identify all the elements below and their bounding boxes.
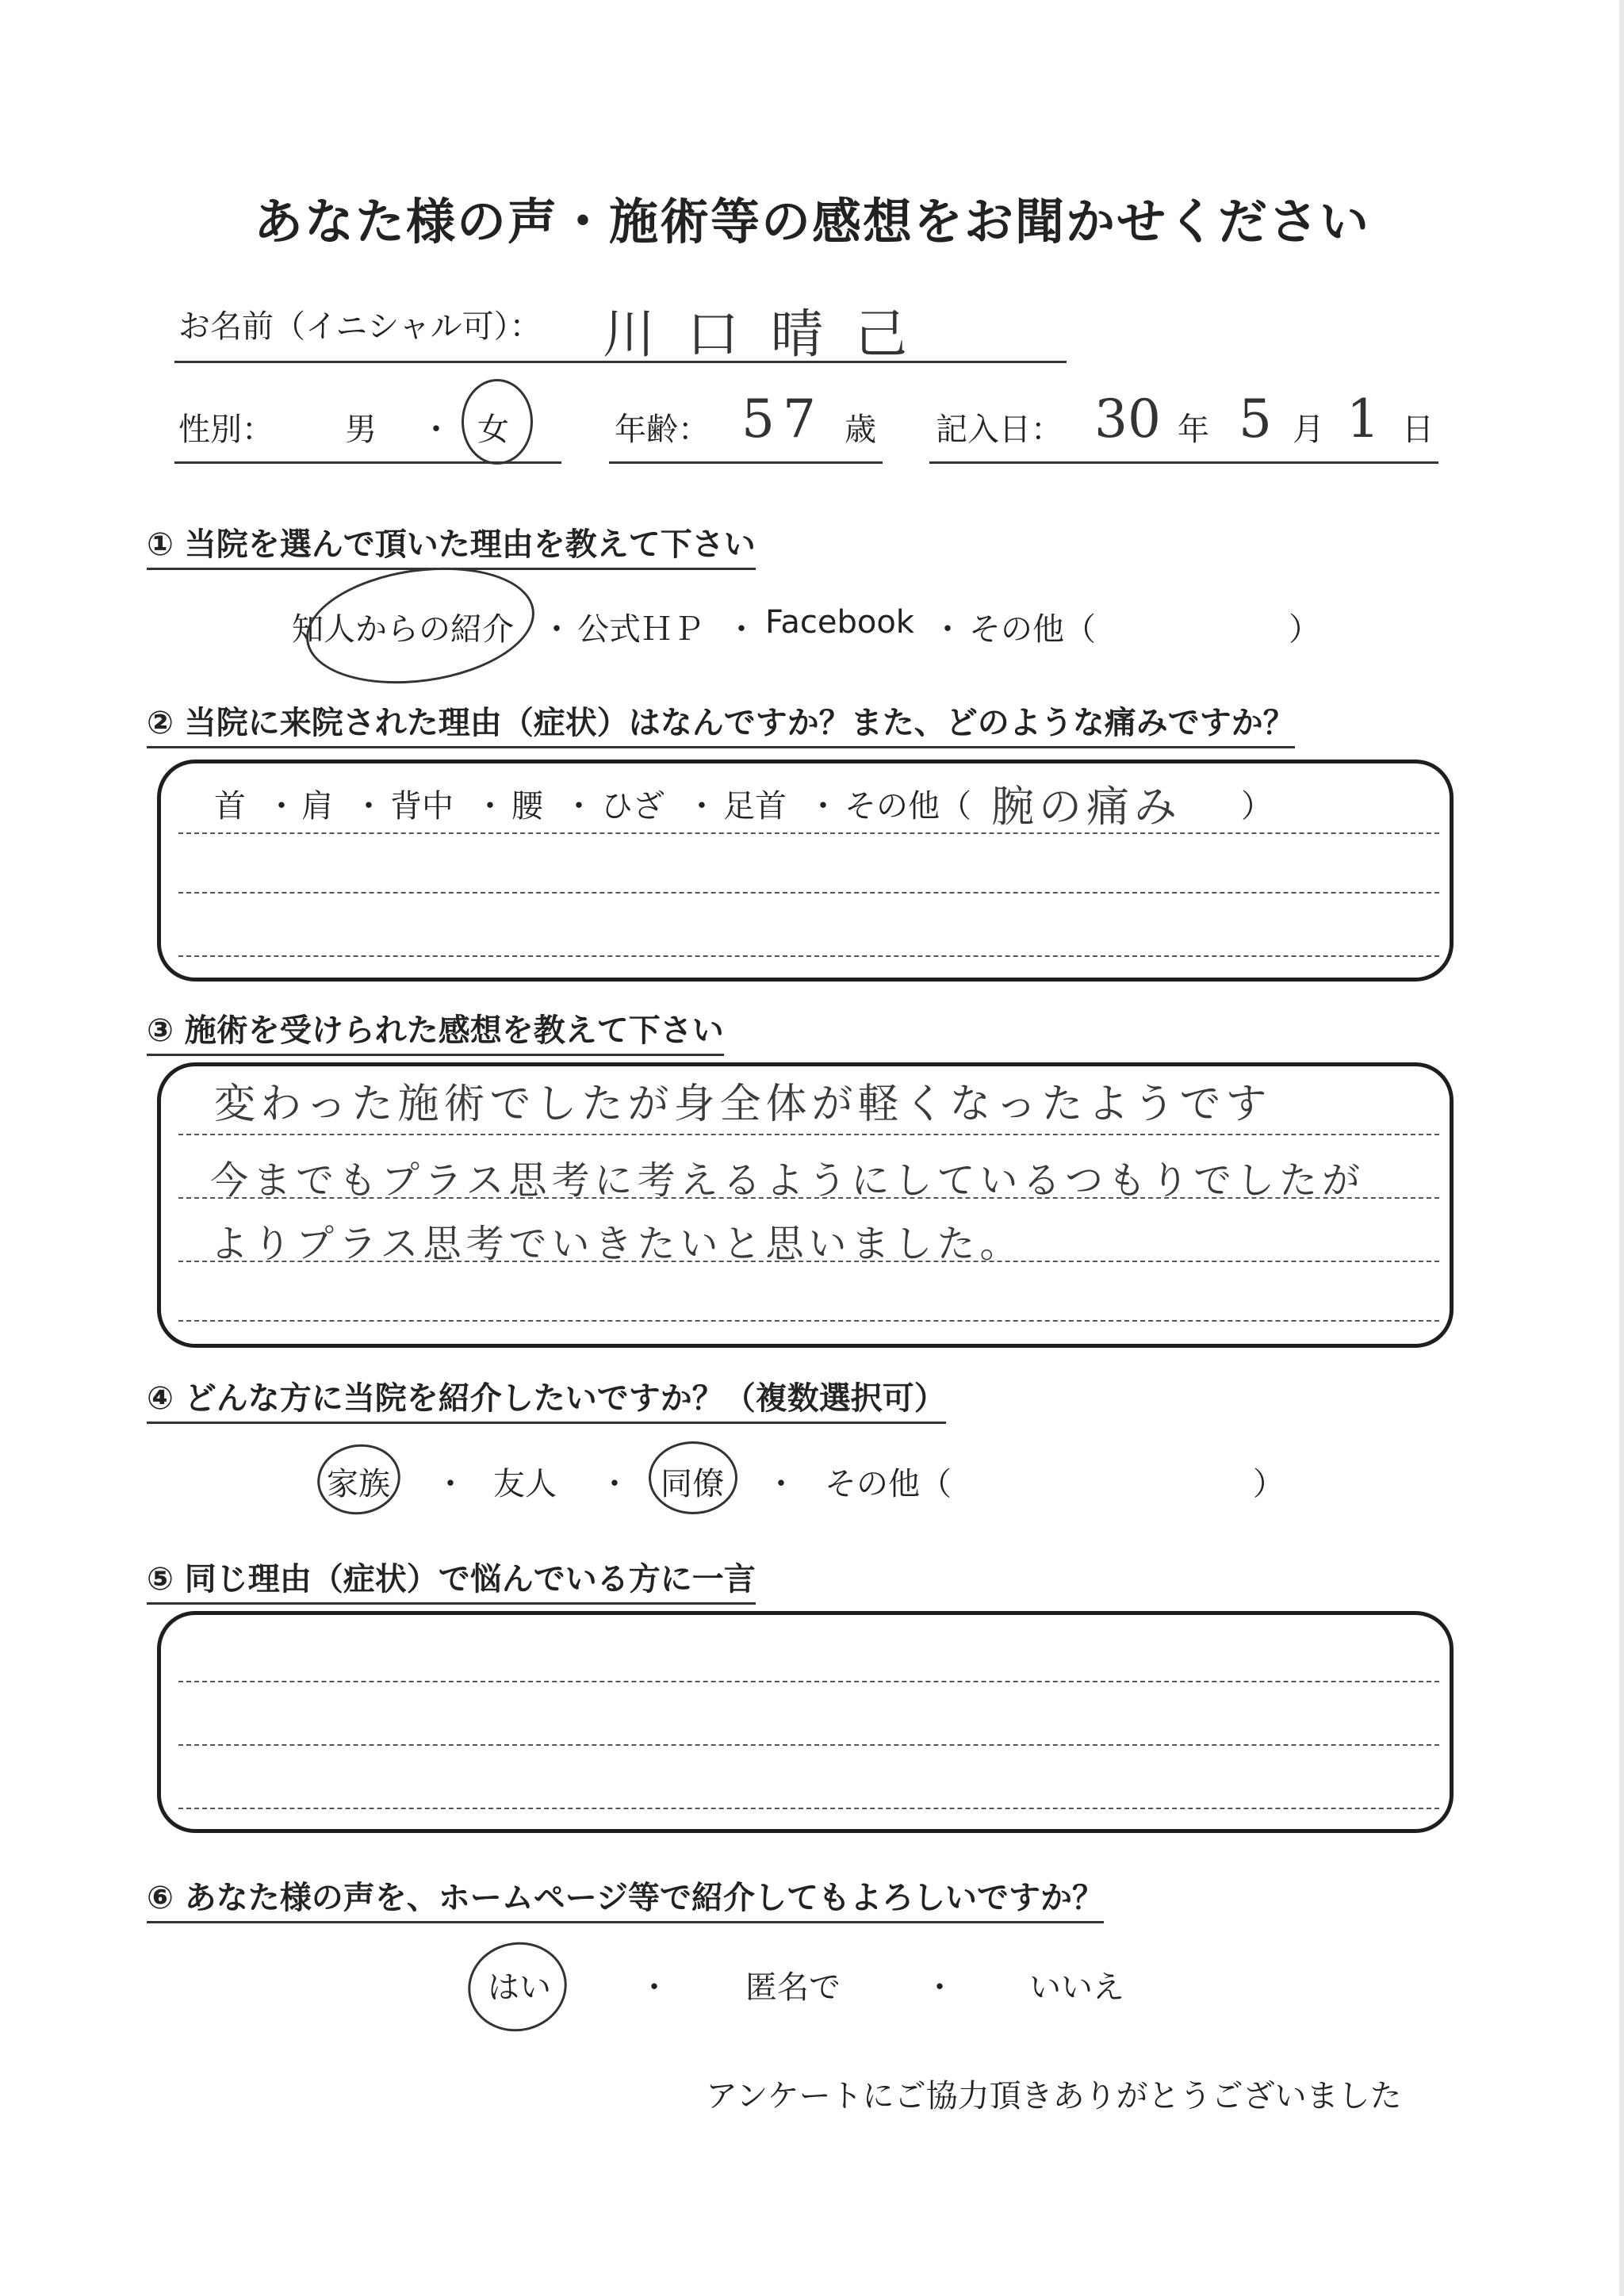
q1-option-official-hp[interactable]: 公式ＨＰ (577, 611, 704, 648)
age-underline (609, 461, 883, 464)
age-label: 年齢： (615, 411, 710, 448)
q4-other-close: ） (1253, 1466, 1285, 1502)
gender-label: 性別： (178, 411, 274, 448)
name-label: お名前（イニシャル可）： (178, 308, 542, 345)
q2-option-waist[interactable]: 腰 (511, 788, 543, 825)
q3-dashed-line (178, 1261, 1439, 1262)
date-month[interactable]: 5 (1239, 388, 1272, 450)
q2-heading: ② 当院に来院された理由（症状）はなんですか？また、どのような痛みですか？ (147, 698, 1295, 748)
q2-dashed-line (178, 955, 1439, 957)
q2-sep-3: ・ (474, 788, 506, 825)
q6-option-yes[interactable]: はい (488, 1969, 551, 2006)
q6-sep-1: ・ (638, 1969, 670, 2006)
q2-option-neck[interactable]: 首 (214, 788, 246, 825)
q2-sep-1: ・ (266, 788, 297, 825)
q1-option-other[interactable]: その他（ (969, 611, 1096, 648)
gender-separator: ・ (420, 411, 452, 448)
q2-sep-4: ・ (563, 788, 595, 825)
q6-sep-2: ・ (924, 1969, 956, 2006)
q6-option-anonymous[interactable]: 匿名で (745, 1969, 841, 2006)
q4-sep-1: ・ (435, 1466, 466, 1502)
gender-underline (174, 461, 561, 464)
q5-heading: ⑤ 同じ理由（症状）で悩んでいる方に一言 (147, 1554, 756, 1605)
q1-heading: ① 当院を選んで頂いた理由を教えて下さい (147, 519, 756, 570)
q4-option-colleague[interactable]: 同僚 (661, 1466, 724, 1502)
q2-option-knee[interactable]: ひざ (601, 788, 665, 825)
name-value[interactable]: 川口晴己 (603, 304, 939, 365)
q3-answer-line-2[interactable]: 今までもプラス思考に考えるようにしているつもりでしたが (210, 1158, 1365, 1203)
scan-edge (1619, 0, 1624, 2296)
q6-heading: ⑥ あなた様の声を、ホームページ等で紹介してもよろしいですか？ (147, 1873, 1104, 1923)
date-underline (929, 461, 1438, 464)
q1-other-close: ） (1289, 611, 1320, 648)
age-unit: 歳 (845, 411, 876, 448)
q3-answer-line-3[interactable]: よりプラス思考でいきたいと思いました。 (210, 1222, 1023, 1266)
q4-sep-3: ・ (765, 1466, 797, 1502)
q3-dashed-line (178, 1320, 1439, 1322)
name-underline (174, 361, 1067, 363)
selection-circle-female (462, 379, 533, 465)
date-month-unit: 月 (1293, 411, 1324, 448)
q1-sep-3: ・ (932, 611, 963, 648)
footer-thanks: アンケートにご協力頂きありがとうございました (706, 2078, 1402, 2114)
q2-dashed-line (178, 832, 1439, 834)
q5-dashed-line (178, 1681, 1439, 1682)
selection-circle-family (312, 1438, 406, 1521)
selection-circle-referral (299, 554, 542, 698)
selection-circle-colleague (649, 1441, 737, 1514)
q1-option-facebook[interactable]: Facebook (765, 604, 914, 641)
gender-male[interactable]: 男 (345, 411, 377, 448)
q2-other-answer[interactable]: 腕の痛み (991, 782, 1182, 832)
q2-option-other[interactable]: その他（ (845, 788, 971, 825)
q1-sep-1: ・ (541, 611, 573, 648)
date-day-unit: 日 (1402, 411, 1434, 448)
date-year[interactable]: 30 (1094, 388, 1161, 450)
form-title: あなた様の声・施術等の感想をお聞かせください (253, 193, 1370, 251)
q4-sep-2: ・ (599, 1466, 630, 1502)
q3-dashed-line (178, 1134, 1439, 1135)
selection-circle-yes (460, 1933, 576, 2041)
q3-heading: ③ 施術を受けられた感想を教えて下さい (147, 1005, 724, 1056)
date-year-unit: 年 (1178, 411, 1209, 448)
q2-sep-2: ・ (353, 788, 385, 825)
q2-other-close: ） (1241, 788, 1273, 825)
q2-sep-5: ・ (686, 788, 718, 825)
q3-answer-line-1[interactable]: 変わった施術でしたが身全体が軽くなったようです (214, 1081, 1272, 1128)
q5-dashed-line (178, 1808, 1439, 1809)
q2-option-back[interactable]: 背中 (390, 788, 454, 825)
q1-option-referral[interactable]: 知人からの紹介 (292, 611, 514, 648)
q5-dashed-line (178, 1744, 1439, 1746)
q4-heading: ④ どんな方に当院を紹介したいですか？（複数選択可） (147, 1373, 946, 1424)
q3-dashed-line (178, 1197, 1439, 1199)
q2-option-ankle[interactable]: 足首 (723, 788, 787, 825)
q2-dashed-line (178, 892, 1439, 894)
q4-option-other[interactable]: その他（ (825, 1466, 952, 1502)
q4-option-friend[interactable]: 友人 (493, 1466, 557, 1502)
q1-sep-2: ・ (726, 611, 757, 648)
date-label: 記入日： (936, 411, 1063, 448)
age-value[interactable]: 57 (741, 388, 824, 450)
q5-answer-box[interactable] (157, 1611, 1454, 1833)
q4-option-family[interactable]: 家族 (327, 1466, 390, 1502)
q2-option-shoulder[interactable]: 肩 (301, 788, 333, 825)
date-day[interactable]: 1 (1346, 388, 1380, 450)
gender-female[interactable]: 女 (477, 411, 509, 448)
q6-option-no[interactable]: いいえ (1029, 1969, 1124, 2006)
q2-sep-6: ・ (807, 788, 839, 825)
